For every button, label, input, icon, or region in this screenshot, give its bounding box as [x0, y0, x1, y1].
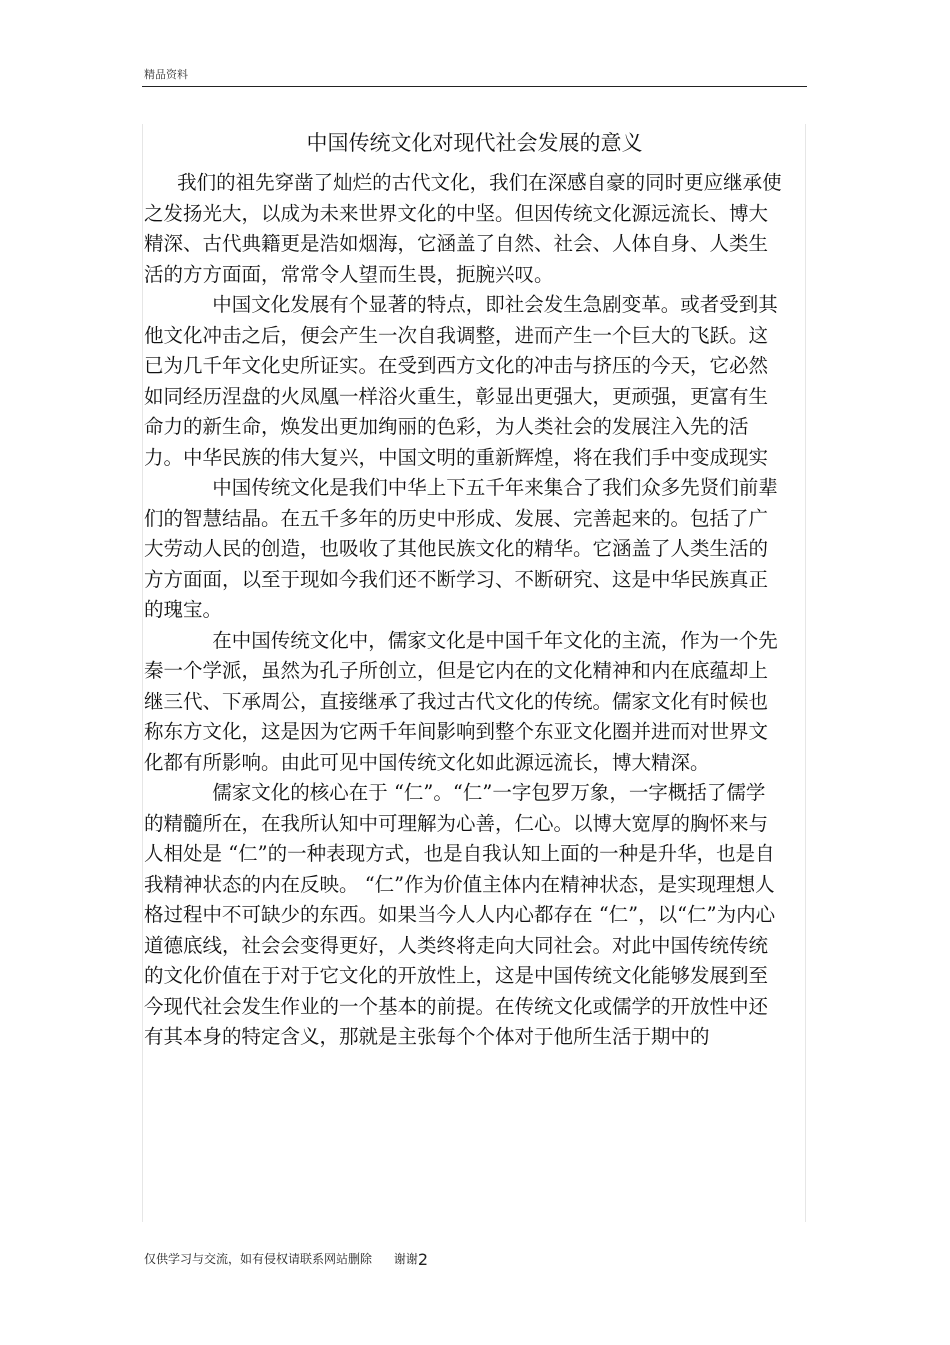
document-title: 中国传统文化对现代社会发展的意义 [306, 131, 643, 155]
paragraph-5: 儒家文化的核心在于 “仁”。“仁”一字包罗万象，一字概括了儒学的精髓所在，在我所认知中可理解为心善，仁心。以博大宽厚的胸怀来与人相处是 “仁”的一种表现方式，也是自我认知上面的一种是升华，也是自我精神状态的内在反映。 “仁”作为价值主体内在精神状态，是实现理想人格过程中不可缺少的东西。如果当今人人内心都存在 “仁”，以“仁”为内心道德底线，社会会变得更好，人类终将走向大同社会。对此中国传统传统的文化价值在于对于它文化的开放性上，这是中国传统文化能够发展到至今现代社会发生作业的一个基本的前提。在传统文化或儒学的开放性中还有其本身的特定含义，那就是主张每个个体对于他所生活于期中的 [144, 781, 776, 1048]
footer-thanks: 谢谢 [393, 1252, 418, 1266]
document-body [144, 168, 784, 1053]
paragraph-1: 我们的祖先穿凿了灿烂的古代文化，我们在深感自豪的同时更应继承使之发扬光大，以成为未来世界文化的中坚。但因传统文化源远流长、博大精深、古代典籍更是浩如烟海，它涵盖了自然、社会、人体自身、人类生活的方方面面，常常令人望而生畏，扼腕兴叹。 [144, 171, 782, 286]
page-number: 2 [417, 1250, 429, 1269]
page-margin-line-right [805, 124, 806, 1222]
paragraph-4: 在中国传统文化中，儒家文化是中国千年文化的主流，作为一个先秦一个学派，虽然为孔子所创立，但是它内在的文化精神和内在底蕴却上继三代、下承周公，直接继承了我过古代文化的传统。儒家文化有时候也称东方文化，这是因为它两千年间影响到整个东亚文化圈并进而对世界文化都有所影响。由此可见中国传统文化如此源远流长，博大精深。 [144, 628, 778, 774]
paragraph-2: 中国文化发展有个显著的特点，即社会发生急剧变革。或者受到其他文化冲击之后，便会产生一次自我调整，进而产生一个巨大的飞跃。这已为几千年文化史所证实。在受到西方文化的冲击与挤压的今天，它必然如同经历涅盘的火凤凰一样浴火重生，彰显出更强大，更顽强，更富有生命力的新生命，焕发出更加绚丽的色彩，为人类社会的发展注入先的活力。中华民族的伟大复兴，中国文明的重新辉煌，将在我们手中变成现实 [144, 293, 778, 469]
page-margin-line-left [142, 124, 143, 1222]
paragraph-3: 中国传统文化是我们中华上下五千年来集合了我们众多先贤们前辈们的智慧结晶。在五千多年的历史中形成、发展、完善起来的。包括了广大劳动人民的创造，也吸收了其他民族文化的精华。它涵盖了人类生活的方方面面，以至于现如今我们还不断学习、不断研究、这是中华民族真正的瑰宝。 [144, 476, 778, 621]
header-divider [142, 86, 807, 87]
footer [144, 1250, 428, 1269]
footer-disclaimer: 仅供学习与交流，如有侵权请联系网站删除 [144, 1252, 373, 1266]
header-label: 精品资料 [144, 68, 188, 81]
